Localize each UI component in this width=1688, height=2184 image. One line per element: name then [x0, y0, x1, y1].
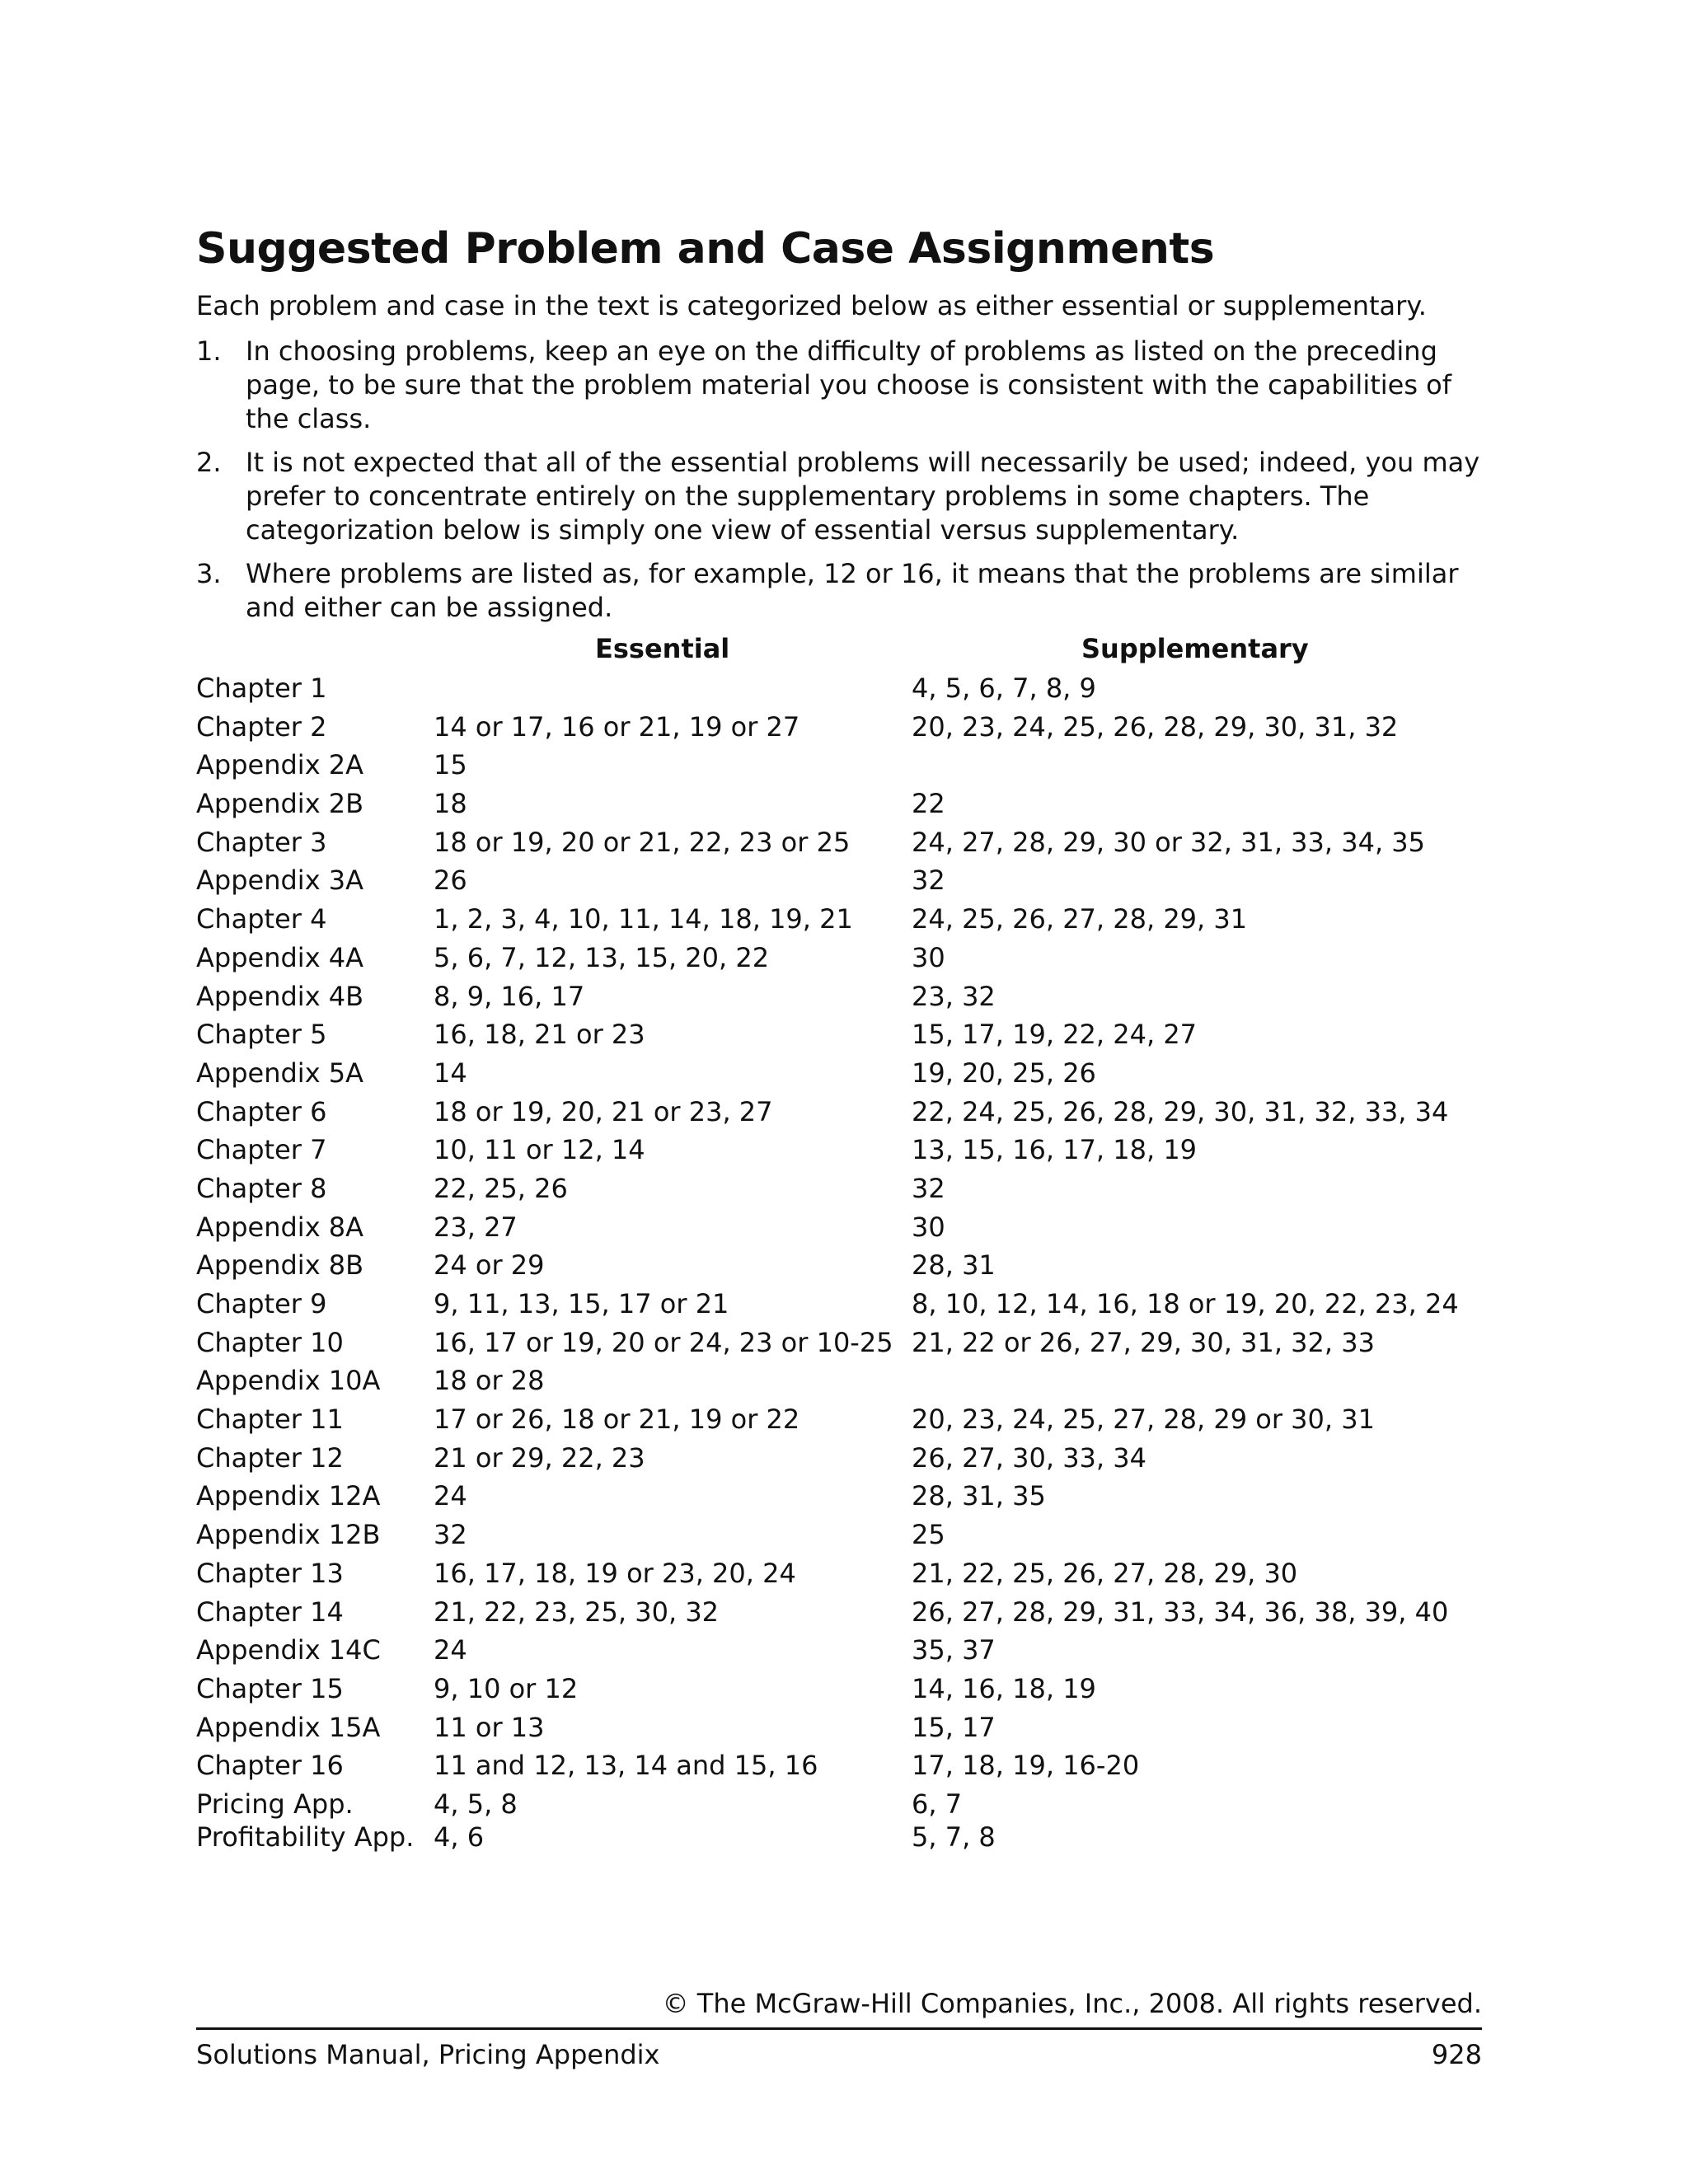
supplementary-cell: 32	[912, 865, 945, 897]
row-label: Appendix 8A	[196, 1211, 364, 1243]
supplementary-cell: 22, 24, 25, 26, 28, 29, 30, 31, 32, 33, 34	[912, 1095, 1449, 1127]
row-label: Appendix 3A	[196, 865, 364, 897]
essential-cell: 17 or 26, 18 or 21, 19 or 22	[434, 1404, 800, 1436]
note-number: 2.	[196, 447, 222, 478]
essential-cell: 14 or 17, 16 or 21, 19 or 27	[434, 710, 800, 743]
essential-cell: 23, 27	[434, 1211, 518, 1243]
supplementary-cell: 4, 5, 6, 7, 8, 9	[912, 673, 1096, 704]
essential-cell: 16, 17 or 19, 20 or 24, 23 or 10-25	[434, 1326, 893, 1358]
essential-cell: 15	[434, 749, 467, 781]
row-label: Chapter 15	[196, 1672, 344, 1704]
essential-cell: 9, 10 or 12	[434, 1672, 579, 1704]
essential-cell: 24 or 29	[434, 1249, 545, 1282]
supplementary-cell: 28, 31, 35	[912, 1480, 1046, 1512]
essential-cell: 11 or 13	[434, 1711, 545, 1743]
row-label: Appendix 14C	[196, 1634, 381, 1666]
essential-cell: 1, 2, 3, 4, 10, 11, 14, 18, 19, 21	[434, 903, 853, 935]
essential-cell: 24	[434, 1480, 467, 1512]
row-label: Chapter 1	[196, 673, 327, 704]
row-label: Appendix 12B	[196, 1519, 381, 1551]
note-item	[196, 446, 1490, 547]
supplementary-cell: 26, 27, 28, 29, 31, 33, 34, 36, 38, 39, 40	[912, 1596, 1449, 1628]
notes-list	[196, 335, 1490, 635]
supplementary-cell: 8, 10, 12, 14, 16, 18 or 19, 20, 22, 23, 24	[912, 1288, 1459, 1319]
essential-cell: 5, 6, 7, 12, 13, 15, 20, 22	[434, 941, 770, 973]
row-label: Chapter 11	[196, 1404, 344, 1436]
footer-divider	[196, 2027, 1482, 2030]
row-label: Appendix 10A	[196, 1365, 381, 1397]
copyright-notice: © The McGraw-Hill Companies, Inc., 2008. All rights reserved.	[662, 1988, 1482, 2019]
note-item	[196, 557, 1490, 625]
row-label: Appendix 8B	[196, 1249, 364, 1282]
essential-cell: 14	[434, 1057, 467, 1089]
supplementary-cell: 22	[912, 788, 945, 820]
row-label: Chapter 6	[196, 1095, 327, 1127]
row-label: Chapter 3	[196, 826, 327, 858]
row-label: Pricing App.	[196, 1788, 354, 1820]
supplementary-cell: 5, 7, 8	[912, 1821, 996, 1853]
essential-cell: 8, 9, 16, 17	[434, 980, 585, 1012]
row-label: Chapter 12	[196, 1441, 344, 1474]
row-label: Appendix 4A	[196, 941, 364, 973]
essential-cell: 26	[434, 865, 467, 897]
essential-cell: 16, 17, 18, 19 or 23, 20, 24	[434, 1557, 796, 1589]
row-label: Chapter 10	[196, 1326, 344, 1358]
intro-text: Each problem and case in the text is categorized below as either essential or supplementary.	[196, 290, 1427, 321]
essential-cell: 16, 18, 21 or 23	[434, 1019, 645, 1051]
supplementary-cell: 19, 20, 25, 26	[912, 1057, 1096, 1089]
essential-cell: 24	[434, 1634, 467, 1666]
row-label: Appendix 15A	[196, 1711, 381, 1743]
row-label: Chapter 2	[196, 710, 327, 743]
essential-cell: 32	[434, 1519, 467, 1551]
supplementary-cell: 24, 27, 28, 29, 30 or 32, 31, 33, 34, 35	[912, 826, 1426, 858]
essential-column-header: Essential	[595, 633, 730, 664]
supplementary-cell: 13, 15, 16, 17, 18, 19	[912, 1134, 1198, 1166]
row-label: Chapter 9	[196, 1288, 327, 1319]
supplementary-cell: 23, 32	[912, 980, 996, 1012]
supplementary-cell: 20, 23, 24, 25, 27, 28, 29 or 30, 31	[912, 1404, 1375, 1436]
essential-cell: 18 or 19, 20, 21 or 23, 27	[434, 1095, 773, 1127]
essential-cell: 18 or 28	[434, 1365, 545, 1397]
essential-cell: 4, 6	[434, 1821, 485, 1853]
supplementary-cell: 24, 25, 26, 27, 28, 29, 31	[912, 903, 1248, 935]
supplementary-cell: 15, 17	[912, 1711, 996, 1743]
row-label: Profitability App.	[196, 1821, 415, 1853]
supplementary-cell: 21, 22 or 26, 27, 29, 30, 31, 32, 33	[912, 1326, 1375, 1358]
page-number: 928	[1431, 2039, 1482, 2070]
essential-cell: 4, 5, 8	[434, 1788, 518, 1820]
essential-cell: 18	[434, 788, 467, 820]
row-label: Chapter 5	[196, 1019, 327, 1051]
essential-cell: 21 or 29, 22, 23	[434, 1441, 645, 1474]
supplementary-cell: 32	[912, 1172, 945, 1204]
note-item	[196, 335, 1490, 436]
row-label: Appendix 5A	[196, 1057, 364, 1089]
supplementary-cell: 6, 7	[912, 1788, 963, 1820]
essential-cell: 11 and 12, 13, 14 and 15, 16	[434, 1750, 818, 1782]
row-label: Chapter 8	[196, 1172, 327, 1204]
essential-cell: 18 or 19, 20 or 21, 22, 23 or 25	[434, 826, 851, 858]
note-text: It is not expected that all of the essential problems will necessarily be used; indeed, you may prefer to concentrate entirely on the supplementary problems in some chapters. The categorization below is simply one view of essential versus supplementary.	[246, 447, 1480, 546]
note-number: 1.	[196, 335, 222, 367]
supplementary-cell: 20, 23, 24, 25, 26, 28, 29, 30, 31, 32	[912, 710, 1399, 743]
supplementary-cell: 21, 22, 25, 26, 27, 28, 29, 30	[912, 1557, 1298, 1589]
note-text: In choosing problems, keep an eye on the difficulty of problems as listed on the preceding page, to be sure that the problem material you choose is consistent with the capabilities of the class.	[246, 335, 1452, 434]
supplementary-cell: 30	[912, 941, 945, 973]
note-text: Where problems are listed as, for example, 12 or 16, it means that the problems are similar and either can be assigned.	[246, 558, 1459, 623]
footer-title: Solutions Manual, Pricing Appendix	[196, 2039, 660, 2070]
page-title: Suggested Problem and Case Assignments	[196, 224, 1215, 274]
note-number: 3.	[196, 558, 222, 589]
row-label: Chapter 14	[196, 1596, 344, 1628]
supplementary-cell: 14, 16, 18, 19	[912, 1672, 1096, 1704]
row-label: Chapter 7	[196, 1134, 327, 1166]
row-label: Appendix 2A	[196, 749, 364, 781]
supplementary-cell: 26, 27, 30, 33, 34	[912, 1441, 1146, 1474]
supplementary-cell: 30	[912, 1211, 945, 1243]
row-label: Appendix 4B	[196, 980, 364, 1012]
essential-cell: 22, 25, 26	[434, 1172, 568, 1204]
row-label: Chapter 13	[196, 1557, 344, 1589]
row-label: Chapter 4	[196, 903, 327, 935]
supplementary-cell: 28, 31	[912, 1249, 996, 1282]
essential-cell: 21, 22, 23, 25, 30, 32	[434, 1596, 720, 1628]
supplementary-cell: 15, 17, 19, 22, 24, 27	[912, 1019, 1198, 1051]
row-label: Appendix 2B	[196, 788, 364, 820]
supplementary-cell: 35, 37	[912, 1634, 996, 1666]
row-label: Appendix 12A	[196, 1480, 381, 1512]
supplementary-cell: 25	[912, 1519, 945, 1551]
essential-cell: 10, 11 or 12, 14	[434, 1134, 645, 1166]
supplementary-cell: 17, 18, 19, 16-20	[912, 1750, 1140, 1782]
row-label: Chapter 16	[196, 1750, 344, 1782]
essential-cell: 9, 11, 13, 15, 17 or 21	[434, 1288, 729, 1319]
supplementary-column-header: Supplementary	[1081, 633, 1309, 664]
